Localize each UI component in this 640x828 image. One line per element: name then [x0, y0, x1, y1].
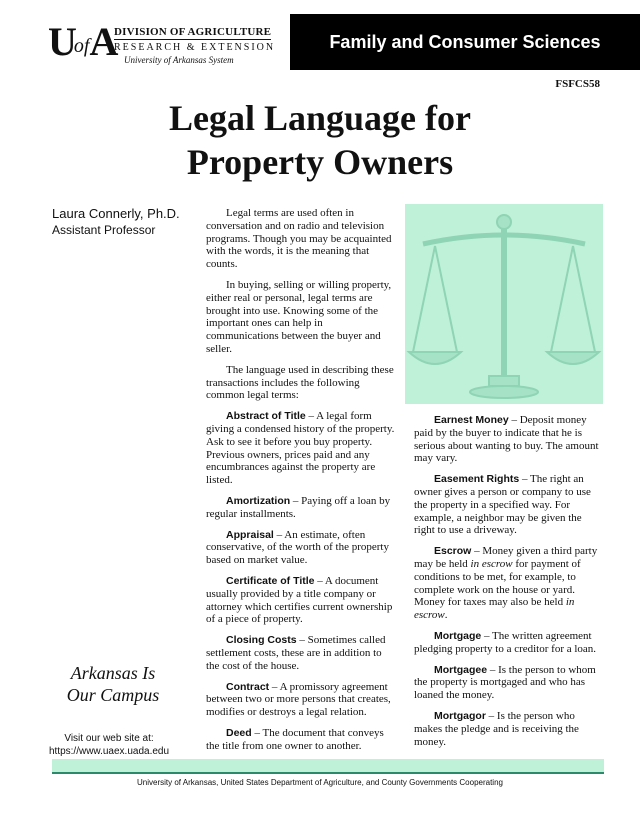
- term-definition: – Paying off a loan by regular installments.: [206, 494, 391, 520]
- term-definition: – Is the person who makes the pledge and is receiving the money.: [414, 709, 579, 748]
- term-entry: [206, 575, 396, 626]
- term-definition: – Is the person to whom the property is mortgaged and who has loaned the money.: [414, 663, 596, 702]
- term-name: Easement Rights: [434, 473, 520, 486]
- term-name: Mortgagee: [434, 663, 488, 676]
- term-entry: [414, 473, 604, 537]
- term-entry: [206, 727, 396, 753]
- term-name: Closing Costs: [226, 634, 297, 647]
- uaex-logo: [48, 19, 276, 70]
- department-banner: Family and Consumer Sciences: [290, 14, 640, 70]
- logo-research: RESEARCH & EXTENSION: [114, 42, 276, 53]
- title-line-2: Property Owners: [186, 142, 454, 182]
- term-definition: – Money given a third party may be held: [414, 545, 598, 570]
- term-definition: – Deposit money paid by the buyer to indicate that he is serious about wanting to buy. The amount may vary.: [414, 414, 599, 465]
- term-definition: – The right an owner gives a person or company to use the property in a specified way. For example, a neighbor may be given the right to use a driveway.: [414, 473, 591, 537]
- term-name: Earnest Money: [434, 414, 509, 426]
- term-name: Mortgage: [434, 629, 482, 642]
- publication-number: FSFCS58: [555, 78, 600, 90]
- term-italic: in escrow: [414, 596, 575, 622]
- page-title: [0, 96, 640, 184]
- term-name: Appraisal: [226, 528, 274, 541]
- term-entry: [414, 545, 604, 622]
- term-definition: – A promissory agreement between two or more persons that creates, modifies or destroys a legal relation.: [206, 680, 391, 719]
- author-name: Laura Connerly, Ph.D.: [52, 206, 180, 221]
- term-entry: [414, 414, 604, 465]
- website-label: Visit our web site at:: [64, 733, 154, 744]
- footer-divider-bar: [52, 759, 604, 774]
- intro-paragraph: The language used in describing these transactions includes the following common legal terms:: [206, 363, 394, 402]
- website-block: [48, 732, 170, 758]
- term-definition: – A legal form giving a condensed history of the property. Ask to see it before you buy property. Previous owners, prices paid and any encumbrances against the property are listed.: [206, 410, 395, 487]
- term-entry: [206, 495, 396, 521]
- term-name: Certificate of Title: [226, 574, 315, 587]
- term-name: Deed: [226, 726, 252, 739]
- logo-system: University of Arkansas System: [124, 55, 234, 65]
- title-line-1: Legal Language for: [169, 98, 471, 138]
- website-link[interactable]: https://www.uaex.uada.edu: [48, 746, 170, 757]
- author-block: [52, 206, 180, 238]
- scales-of-justice-illustration: [405, 204, 603, 404]
- footer-text: University of Arkansas, United States Department of Agriculture, and County Governments Cooperating: [137, 778, 503, 787]
- campus-line-2: Our Campus: [66, 685, 160, 705]
- term-definition: – The written agreement pledging property to a creditor for a loan.: [414, 629, 597, 655]
- text-column-2: [414, 414, 604, 756]
- campus-slogan: [52, 662, 174, 706]
- term-entry: [206, 634, 396, 672]
- author-role: Assistant Professor: [52, 223, 156, 237]
- term-entry: [206, 681, 396, 719]
- logo-division: DIVISION OF AGRICULTURE: [114, 26, 272, 38]
- term-entry: [414, 710, 604, 748]
- term-name: Mortgagor: [434, 709, 486, 722]
- term-entry: [414, 630, 604, 656]
- term-name: Escrow: [434, 545, 472, 558]
- term-italic: in escrow: [470, 557, 513, 570]
- term-entry: [414, 664, 604, 702]
- logo-mark: UofA: [48, 19, 116, 64]
- term-entry: [206, 529, 396, 567]
- intro-paragraph: Legal terms are used often in conversation and on radio and television programs. Though you may be acquainted with the words, it is the meaning that counts.: [206, 207, 392, 271]
- campus-line-1: Arkansas Is: [70, 663, 156, 683]
- term-definition: – Sometimes called settlement costs, these are in addition to the cost of the house.: [206, 634, 386, 672]
- scales-icon: [405, 204, 603, 404]
- term-name: Amortization: [226, 494, 291, 507]
- term-name: Contract: [226, 680, 270, 693]
- term-definition: – A document usually provided by a title company or attorney which certifies current ownership of a piece of property.: [206, 574, 393, 626]
- term-entry: [206, 410, 396, 487]
- intro-paragraph: In buying, selling or willing property, either real or personal, legal terms are brought into use. Knowing some of the important ones can help in communications between the buyer and seller.: [206, 278, 392, 355]
- term-definition: – An estimate, often conservative, of the worth of the property based on market value.: [206, 528, 389, 567]
- term-definition: .: [444, 609, 448, 622]
- term-name: Abstract of Title: [226, 410, 306, 423]
- term-definition: for payment of conditions to be met, for example, to complete work on the house or yard. Money for taxes may also be held: [414, 557, 581, 609]
- term-definition: – The document that conveys the title from one owner to another.: [206, 726, 384, 752]
- text-column-1: [206, 207, 396, 760]
